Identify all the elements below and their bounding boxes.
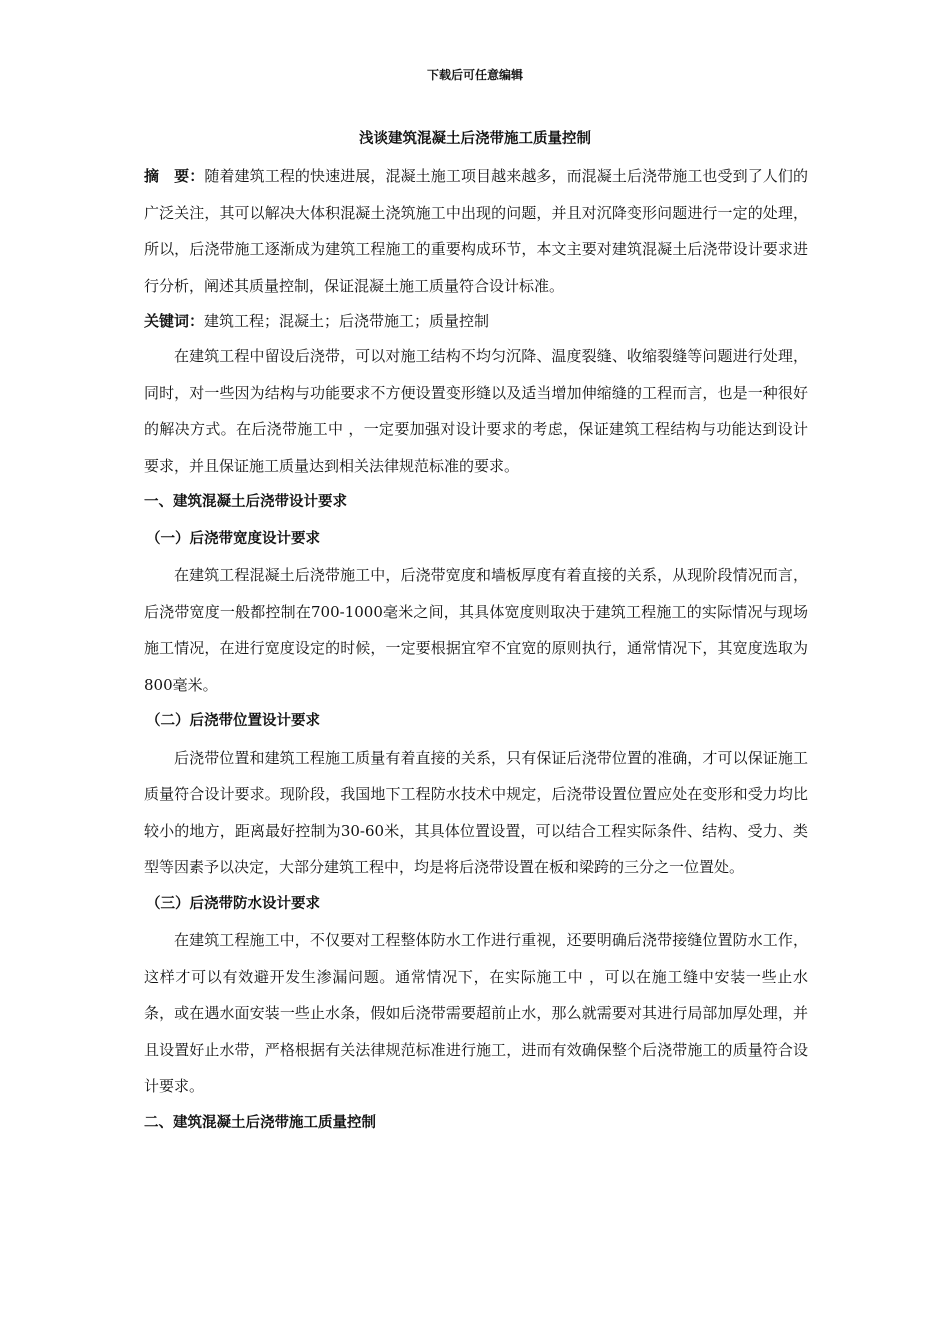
keywords-paragraph <box>144 304 808 338</box>
document-body <box>144 158 808 1141</box>
keywords-label: 关键词： <box>144 312 205 330</box>
section2-heading: 二、建筑混凝土后浇带施工质量控制 <box>144 1114 376 1131</box>
intro-paragraph: 在建筑工程中留设后浇带，可以对施工结构不均匀沉降、温度裂缝、收缩裂缝等问题进行处理，同时，对一些因为结构与功能要求不方便设置变形缝以及适当增加伸缩缝的工程而言，也是一种很好的解决方式。在后浇带施工中 ，一定要加强对设计要求的考虑，保证建筑工程结构与功能达到设计要求，并且保证施工质量达到相关法律规范标准的要求。 <box>144 347 808 475</box>
abstract-label: 摘 要： <box>144 167 205 185</box>
abstract-paragraph <box>144 158 808 304</box>
subsection1-paragraph: 在建筑工程混凝土后浇带施工中，后浇带宽度和墙板厚度有着直接的关系，从现阶段情况而言，后浇带宽度一般都控制在700-1000毫米之间，其具体宽度则取决于建筑工程施工的实际情况与现场施工情况，在进行宽度设定的时候，一定要根据宜窄不宜宽的原则执行，通常情况下，其宽度选取为800毫米。 <box>144 566 808 694</box>
keywords-text: 建筑工程；混凝土；后浇带施工；质量控制 <box>204 312 490 330</box>
subsection3-paragraph: 在建筑工程施工中，不仅要对工程整体防水工作进行重视，还要明确后浇带接缝位置防水工作，这样才可以有效避开发生渗漏问题。通常情况下，在实际施工中 ，可以在施工缝中安装一些止水条，或在遇水面安装一些止水条，假如后浇带需要超前止水，那么就需要对其进行局部加厚处理，并且设置好止水带，严格根据有关法律规范标准进行施工，进而有效确保整个后浇带施工的质量符合设计要求。 <box>144 931 808 1095</box>
subsection2-heading: （二）后浇带位置设计要求 <box>146 713 320 729</box>
section1-heading: 一、建筑混凝土后浇带设计要求 <box>144 494 347 510</box>
document-title: 浅谈建筑混凝土后浇带施工质量控制 <box>359 131 591 147</box>
header-note: 下载后可任意编辑 <box>426 68 523 82</box>
subsection2-paragraph: 后浇带位置和建筑工程施工质量有着直接的关系，只有保证后浇带位置的准确，才可以保证施工质量符合设计要求。现阶段，我国地下工程防水技术中规定，后浇带设置位置应处在变形和受力均比较小的地方，距离最好控制为30-60米，其具体位置设置，可以结合工程实际条件、结构、受力、类型等因素予以决定，大部分建筑工程中，均是将后浇带设置在板和梁跨的三分之一位置处。 <box>144 748 808 876</box>
subsection3-heading: （三）后浇带防水设计要求 <box>146 895 320 912</box>
abstract-text: 随着建筑工程的快速进展，混凝土施工项目越来越多，而混凝土后浇带施工也受到了人们的广泛关注，其可以解决大体积混凝土浇筑施工中出现的问题，并且对沉降变形问题进行一定的处理，所以，后浇带施工逐渐成为建筑工程施工的重要构成环节，本文主要对建筑混凝土后浇带设计要求进行分析，阐述其质量控制，保证混凝土施工质量符合设计标准。 <box>144 167 808 295</box>
subsection1-heading: （一）后浇带宽度设计要求 <box>146 530 320 547</box>
